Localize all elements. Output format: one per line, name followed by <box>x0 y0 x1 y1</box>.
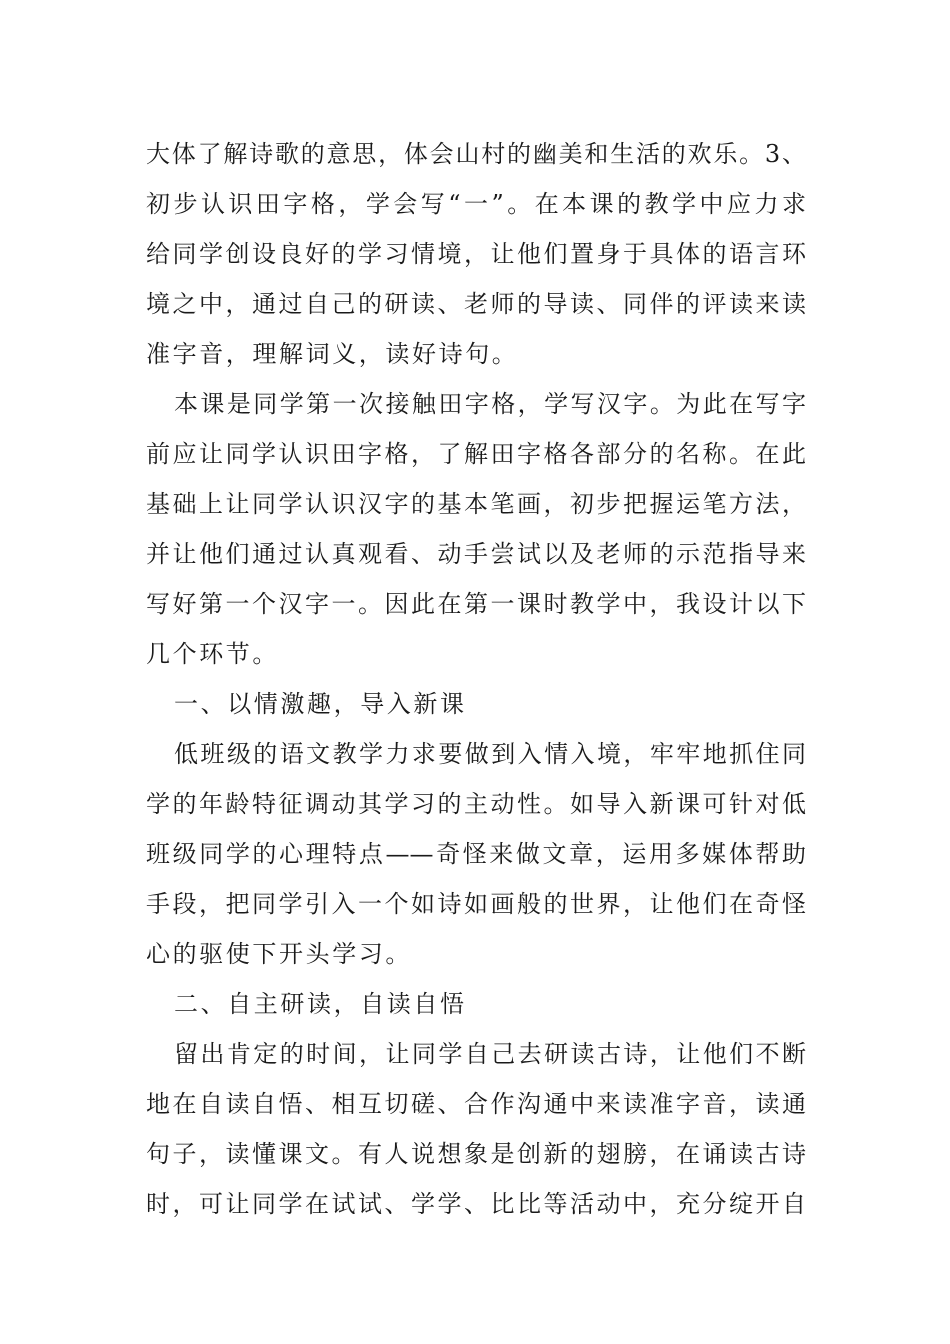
paragraph-first-line: 低班级的语文教学力求要做到入情入境，牢牢地抓住同 <box>174 740 806 768</box>
section-heading: 二、自主研读，自读自悟 <box>174 990 467 1018</box>
text-line: 时，可让同学在试试、学学、比比等活动中，充分绽开自 <box>146 1190 806 1218</box>
text-line: 准字音，理解词义，读好诗句。 <box>146 340 519 368</box>
text-line: 手段，把同学引入一个如诗如画般的世界，让他们在奇怪 <box>146 890 806 918</box>
paragraph-first-line: 留出肯定的时间，让同学自己去研读古诗，让他们不断 <box>174 1040 806 1068</box>
text-line: 句子，读懂课文。有人说想象是创新的翅膀，在诵读古诗 <box>146 1140 806 1168</box>
text-line: 前应让同学认识田字格，了解田字格各部分的名称。在此 <box>146 440 806 468</box>
text-line: 学的年龄特征调动其学习的主动性。如导入新课可针对低 <box>146 790 806 818</box>
text-line: 几个环节。 <box>146 640 279 668</box>
text-line: 境之中，通过自己的研读、老师的导读、同伴的评读来读 <box>146 290 806 318</box>
paragraph-first-line: 本课是同学第一次接触田字格，学写汉字。为此在写字 <box>174 390 806 418</box>
text-line: 写好第一个汉字一。因此在第一课时教学中，我设计以下 <box>146 590 806 618</box>
text-line: 心的驱使下开头学习。 <box>146 940 412 968</box>
text-line: 基础上让同学认识汉字的基本笔画，初步把握运笔方法， <box>146 490 806 518</box>
text-line: 给同学创设良好的学习情境，让他们置身于具体的语言环 <box>146 240 806 268</box>
text-line: 大体了解诗歌的意思，体会山村的幽美和生活的欢乐。3、 <box>146 140 806 168</box>
text-line: 并让他们通过认真观看、动手尝试以及老师的示范指导来 <box>146 540 806 568</box>
text-line: 地在自读自悟、相互切磋、合作沟通中来读准字音，读通 <box>146 1090 806 1118</box>
text-line: 初步认识田字格，学会写“一”。在本课的教学中应力求 <box>146 190 806 218</box>
text-line: 班级同学的心理特点——奇怪来做文章，运用多媒体帮助 <box>146 840 806 868</box>
section-heading: 一、以情激趣，导入新课 <box>174 690 467 718</box>
